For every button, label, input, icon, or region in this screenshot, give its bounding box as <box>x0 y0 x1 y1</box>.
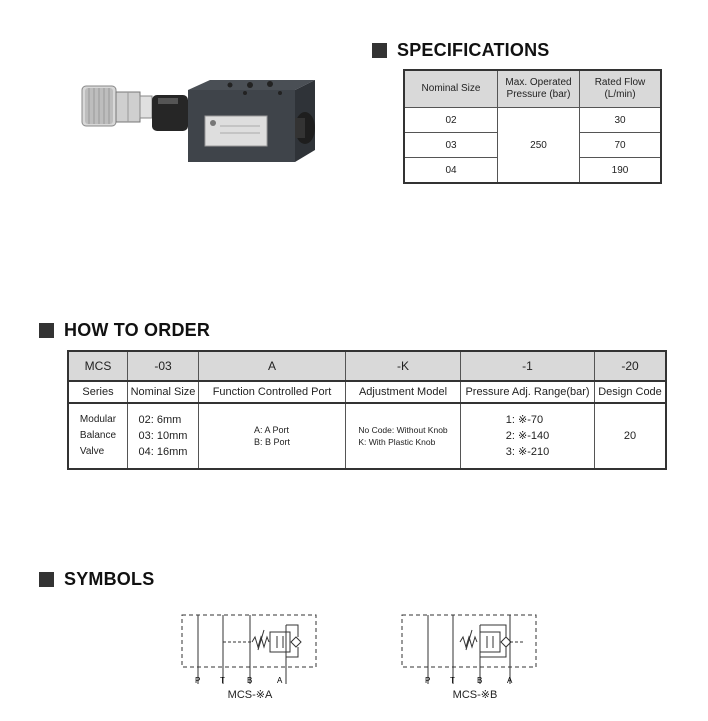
label-design: Design Code <box>595 381 667 403</box>
series-line: Balance <box>79 430 117 441</box>
detail-port <box>199 403 346 469</box>
flow-cell: 190 <box>580 158 662 184</box>
flow-cell: 70 <box>580 133 662 158</box>
symbol-b-diagram <box>400 612 540 688</box>
code-size: -03 <box>128 351 199 381</box>
heading-square-icon <box>372 43 387 58</box>
size-cell: 03 <box>404 133 498 158</box>
port-label: T <box>220 676 225 685</box>
size-line: 02: 6mm <box>138 414 182 426</box>
port-label: B <box>477 676 483 685</box>
header-nominal-size: Nominal Size <box>404 70 498 108</box>
table-header-row <box>404 70 661 108</box>
port-line: B: B Port <box>253 437 290 447</box>
code-port: A <box>199 351 346 381</box>
specifications-table <box>403 69 662 184</box>
series-line: Modular <box>79 414 117 425</box>
label-size: Nominal Size <box>128 381 199 403</box>
code-design: -20 <box>595 351 667 381</box>
order-detail-row <box>68 403 666 469</box>
heading-square-icon <box>39 572 54 587</box>
port-label: B <box>247 676 253 685</box>
label-range: Pressure Adj. Range(bar) <box>461 381 595 403</box>
range-line: 1: ※-70 <box>505 414 544 426</box>
port-label: A <box>277 676 283 685</box>
symbols-heading <box>39 569 154 590</box>
code-range: -1 <box>461 351 595 381</box>
port-label: T <box>450 676 455 685</box>
symbols-title: SYMBOLS <box>64 569 155 589</box>
size-line: 03: 10mm <box>138 430 188 442</box>
series-line: Valve <box>79 446 105 457</box>
specifications-title: SPECIFICATIONS <box>397 40 550 60</box>
header-max-pressure: Max. Operated Pressure (bar) <box>498 70 580 108</box>
symbol-b-caption: MCS-※B <box>452 689 498 701</box>
range-line: 3: ※-210 <box>505 446 550 458</box>
detail-adjustment <box>346 403 461 469</box>
port-line: A: A Port <box>253 425 290 435</box>
size-line: 04: 16mm <box>138 446 188 458</box>
size-cell: 04 <box>404 158 498 184</box>
flow-cell: 30 <box>580 108 662 133</box>
heading-square-icon <box>39 323 54 338</box>
code-adjustment: -K <box>346 351 461 381</box>
how-to-order-title: HOW TO ORDER <box>64 320 211 340</box>
detail-size <box>128 403 199 469</box>
detail-series <box>68 403 128 469</box>
adjust-line: No Code: Without Knob <box>358 425 448 435</box>
size-cell: 02 <box>404 108 498 133</box>
how-to-order-heading <box>39 320 210 341</box>
symbol-a-caption: MCS-※A <box>227 689 273 701</box>
order-label-row <box>68 381 666 403</box>
port-label: A <box>507 676 513 685</box>
range-line: 2: ※-140 <box>505 430 550 442</box>
detail-design: 20 <box>595 403 667 469</box>
label-port: Function Controlled Port <box>199 381 346 403</box>
table-row <box>404 108 661 133</box>
order-code-row <box>68 351 666 381</box>
adjust-line: K: With Plastic Knob <box>358 437 436 447</box>
product-photo <box>80 78 325 178</box>
label-series: Series <box>68 381 128 403</box>
symbol-a-diagram <box>180 612 320 688</box>
specifications-heading <box>372 40 549 61</box>
code-series: MCS <box>68 351 128 381</box>
pressure-cell: 250 <box>498 108 580 184</box>
port-label: P <box>195 676 201 685</box>
order-table <box>67 350 667 470</box>
header-rated-flow: Rated Flow (L/min) <box>580 70 662 108</box>
detail-range <box>461 403 595 469</box>
port-label: P <box>425 676 431 685</box>
label-adjustment: Adjustment Model <box>346 381 461 403</box>
